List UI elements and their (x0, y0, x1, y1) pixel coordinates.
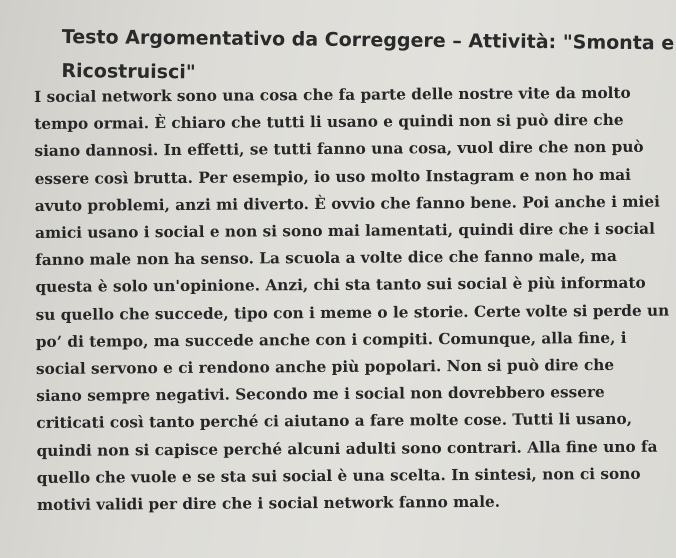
body-line: su quello che succede, tipo con i meme o le storie. Certe volte si perde un (35, 301, 670, 324)
body-line: motivi validi per dire che i social network fanno male. (36, 492, 501, 515)
body-line: essere così brutta. Per esempio, io uso molto Instagram e non ho mai (34, 165, 632, 188)
body-line: siano sempre negativi. Secondo me i social non dovrebbero essere (36, 383, 605, 406)
body-line: po’ di tempo, ma succede anche con i compiti. Comunque, alla fine, i (35, 328, 627, 351)
body-line: fanno male non ha senso. La scuola a volte dice che fanno male, ma (35, 247, 617, 270)
body-line: questa è solo un'opinione. Anzi, chi sta tanto sui social è più informato (35, 274, 646, 297)
body-line: avuto problemi, anzi mi diverto. È ovvio che fanno bene. Poi anche i miei (34, 192, 660, 215)
body-line: I social network sono una cosa che fa parte delle nostre vite da molto (34, 83, 631, 106)
body-line: tempo ormai. È chiaro che tutti li usano e quindi non si può dire che (34, 111, 624, 134)
body-line: criticati così tanto perché ci aiutano a fare molte cose. Tutti li usano, (36, 410, 633, 433)
title-line: Testo Argomentativo da Correggere – Attività: "Smonta e (61, 25, 675, 55)
body-line: social servono e ci rendono anche più popolari. Non si può dire che (35, 355, 615, 379)
body-line: siano dannosi. In effetti, se tutti fanno una cosa, vuol dire che non può (34, 138, 644, 161)
body-line: quindi non si capisce perché alcuni adulti sono contrari. Alla fine uno fa (36, 437, 658, 460)
title-line: Ricostruisci" (61, 59, 196, 84)
body-line: quello che vuole e se sta sui social è una scelta. In sintesi, non ci sono (36, 464, 641, 487)
document-body (34, 80, 670, 520)
body-line: amici usano i social e non si sono mai lamentati, quindi dire che i social (34, 219, 655, 243)
